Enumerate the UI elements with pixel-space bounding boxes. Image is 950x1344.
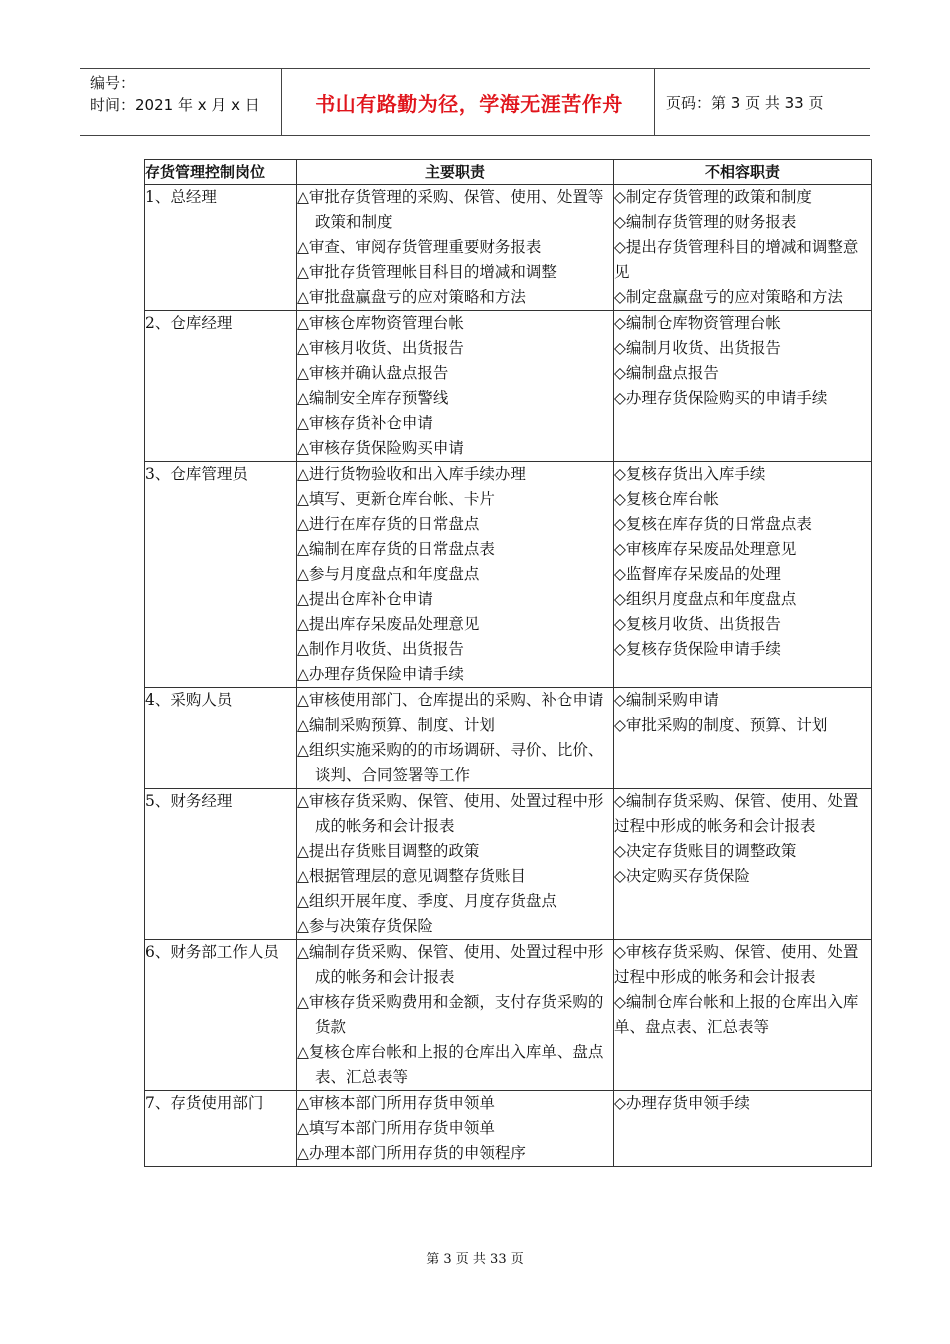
page-footer: 第 3 页 共 33 页 — [426, 1252, 524, 1267]
table-row — [145, 940, 872, 1091]
incompatible-duty-item: ◇组织月度盘点和年度盘点 — [614, 590, 797, 608]
table-row — [145, 185, 872, 311]
main-duties-cell — [297, 789, 614, 940]
incompatible-duty-item: ◇复核月收货、出货报告 — [614, 615, 781, 633]
document-header — [80, 68, 870, 136]
column-header-main-duties: 主要职责 — [297, 160, 614, 185]
incompatible-duty-item: ◇编制存货管理的财务报表 — [614, 213, 797, 231]
table-row — [145, 1091, 872, 1167]
main-duty-item: △填写、更新仓库台帐、卡片 — [297, 490, 495, 508]
main-duty-item: △编制安全库存预警线 — [297, 389, 449, 407]
table-row — [145, 789, 872, 940]
main-duties-cell — [297, 185, 614, 311]
incompatible-duty-item: ◇编制月收货、出货报告 — [614, 339, 781, 357]
incompatible-duty-item: ◇编制仓库物资管理台帐 — [614, 314, 781, 332]
main-duty-item: △组织实施采购的的市场调研、寻价、比价、谈判、合同签署等工作 — [297, 741, 604, 784]
main-duty-item: △审批存货管理帐目科目的增减和调整 — [297, 263, 557, 281]
main-duty-item: △编制采购预算、制度、计划 — [297, 716, 495, 734]
incompatible-duty-item: ◇办理存货保险购买的申请手续 — [614, 389, 828, 407]
incompatible-duty-item: ◇提出存货管理科目的增减和调整意见 — [614, 238, 859, 281]
header-meta — [90, 72, 260, 116]
main-duty-item: △提出存货账目调整的政策 — [297, 842, 480, 860]
position-cell: 3、仓库管理员 — [145, 462, 297, 688]
position-cell: 2、仓库经理 — [145, 311, 297, 462]
incompatible-duty-item: ◇复核存货保险申请手续 — [614, 640, 781, 658]
incompatible-duty-item: ◇编制存货采购、保管、使用、处置过程中形成的帐务和会计报表 — [614, 792, 859, 835]
duty-table — [144, 159, 872, 1167]
table-row — [145, 688, 872, 789]
main-duty-item: △审核存货补仓申请 — [297, 414, 433, 432]
main-duty-item: △编制在库存货的日常盘点表 — [297, 540, 495, 558]
main-duty-item: △审核并确认盘点报告 — [297, 364, 449, 382]
main-duty-item: △根据管理层的意见调整存货账目 — [297, 867, 526, 885]
main-duties-cell — [297, 1091, 614, 1167]
incompatible-duty-item: ◇编制盘点报告 — [614, 364, 719, 382]
incompatible-duty-item: ◇决定存货账目的调整政策 — [614, 842, 797, 860]
main-duty-item: △审核仓库物资管理台帐 — [297, 314, 464, 332]
main-duty-item: △审核存货保险购买申请 — [297, 439, 464, 457]
position-cell: 6、财务部工作人员 — [145, 940, 297, 1091]
incompatible-duties-cell — [614, 185, 872, 311]
incompatible-duties-cell — [614, 1091, 872, 1167]
main-duty-item: △办理存货保险申请手续 — [297, 665, 464, 683]
position-cell: 5、财务经理 — [145, 789, 297, 940]
header-bottom-rule — [80, 135, 870, 136]
header-motto: 书山有路勤为径，学海无涯苦作舟 — [315, 92, 623, 116]
main-duty-item: △提出仓库补仓申请 — [297, 590, 433, 608]
incompatible-duty-item: ◇监督库存呆废品的处理 — [614, 565, 781, 583]
main-duties-cell — [297, 462, 614, 688]
incompatible-duty-item: ◇决定购买存货保险 — [614, 867, 750, 885]
main-duty-item: △审批存货管理的采购、保管、使用、处置等政策和制度 — [297, 188, 604, 231]
incompatible-duties-cell — [614, 789, 872, 940]
main-duty-item: △制作月收货、出货报告 — [297, 640, 464, 658]
main-duty-item: △办理本部门所用存货的申领程序 — [297, 1144, 526, 1162]
main-duty-item: △审核使用部门、仓库提出的采购、补仓申请 — [297, 691, 604, 709]
main-duty-item: △进行在库存货的日常盘点 — [297, 515, 480, 533]
main-duties-cell — [297, 688, 614, 789]
incompatible-duties-cell — [614, 688, 872, 789]
column-header-position: 存货管理控制岗位 — [145, 160, 297, 185]
main-duty-item: △参与月度盘点和年度盘点 — [297, 565, 480, 583]
incompatible-duty-item: ◇编制采购申请 — [614, 691, 719, 709]
table-header-row — [145, 160, 872, 185]
header-page-info: 页码：第 3 页 共 33 页 — [666, 94, 824, 112]
header-divider-left — [281, 68, 282, 136]
main-duty-item: △填写本部门所用存货申领单 — [297, 1119, 495, 1137]
main-duty-item: △进行货物验收和出入库手续办理 — [297, 465, 526, 483]
main-duty-item: △编制存货采购、保管、使用、处置过程中形成的帐务和会计报表 — [297, 943, 604, 986]
incompatible-duties-cell — [614, 311, 872, 462]
main-duty-item: △提出库存呆废品处理意见 — [297, 615, 480, 633]
position-cell: 4、采购人员 — [145, 688, 297, 789]
main-duties-cell — [297, 311, 614, 462]
main-duty-item: △审核月收货、出货报告 — [297, 339, 464, 357]
position-cell: 7、存货使用部门 — [145, 1091, 297, 1167]
incompatible-duty-item: ◇审核存货采购、保管、使用、处置过程中形成的帐务和会计报表 — [614, 943, 859, 986]
incompatible-duty-item: ◇复核仓库台帐 — [614, 490, 719, 508]
main-duty-item: △参与决策存货保险 — [297, 917, 433, 935]
main-duty-item: △复核仓库台帐和上报的仓库出入库单、盘点表、汇总表等 — [297, 1043, 604, 1086]
incompatible-duties-cell — [614, 462, 872, 688]
incompatible-duty-item: ◇制定存货管理的政策和制度 — [614, 188, 812, 206]
table-row — [145, 311, 872, 462]
header-top-rule — [80, 68, 870, 69]
incompatible-duty-item: ◇审批采购的制度、预算、计划 — [614, 716, 828, 734]
incompatible-duty-item: ◇制定盘赢盘亏的应对策略和方法 — [614, 288, 843, 306]
table-row — [145, 462, 872, 688]
date-label: 时间：2021 年 x 月 x 日 — [90, 96, 260, 114]
incompatible-duty-item: ◇复核在库存货的日常盘点表 — [614, 515, 812, 533]
position-cell: 1、总经理 — [145, 185, 297, 311]
duty-table-body — [145, 185, 872, 1167]
incompatible-duties-cell — [614, 940, 872, 1091]
main-duty-item: △组织开展年度、季度、月度存货盘点 — [297, 892, 557, 910]
incompatible-duty-item: ◇审核库存呆废品处理意见 — [614, 540, 797, 558]
incompatible-duty-item: ◇编制仓库台帐和上报的仓库出入库单、盘点表、汇总表等 — [614, 993, 859, 1036]
main-duty-item: △审批盘赢盘亏的应对策略和方法 — [297, 288, 526, 306]
main-duty-item: △审核本部门所用存货申领单 — [297, 1094, 495, 1112]
main-duty-item: △审核存货采购、保管、使用、处置过程中形成的帐务和会计报表 — [297, 792, 604, 835]
main-duty-item: △审核存货采购费用和金额，支付存货采购的货款 — [297, 993, 604, 1036]
incompatible-duty-item: ◇复核存货出入库手续 — [614, 465, 766, 483]
number-label: 编号： — [90, 74, 136, 92]
header-divider-right — [654, 68, 655, 136]
column-header-incompatible-duties: 不相容职责 — [614, 160, 872, 185]
main-duties-cell — [297, 940, 614, 1091]
incompatible-duty-item: ◇办理存货申领手续 — [614, 1094, 750, 1112]
main-duty-item: △审查、审阅存货管理重要财务报表 — [297, 238, 542, 256]
